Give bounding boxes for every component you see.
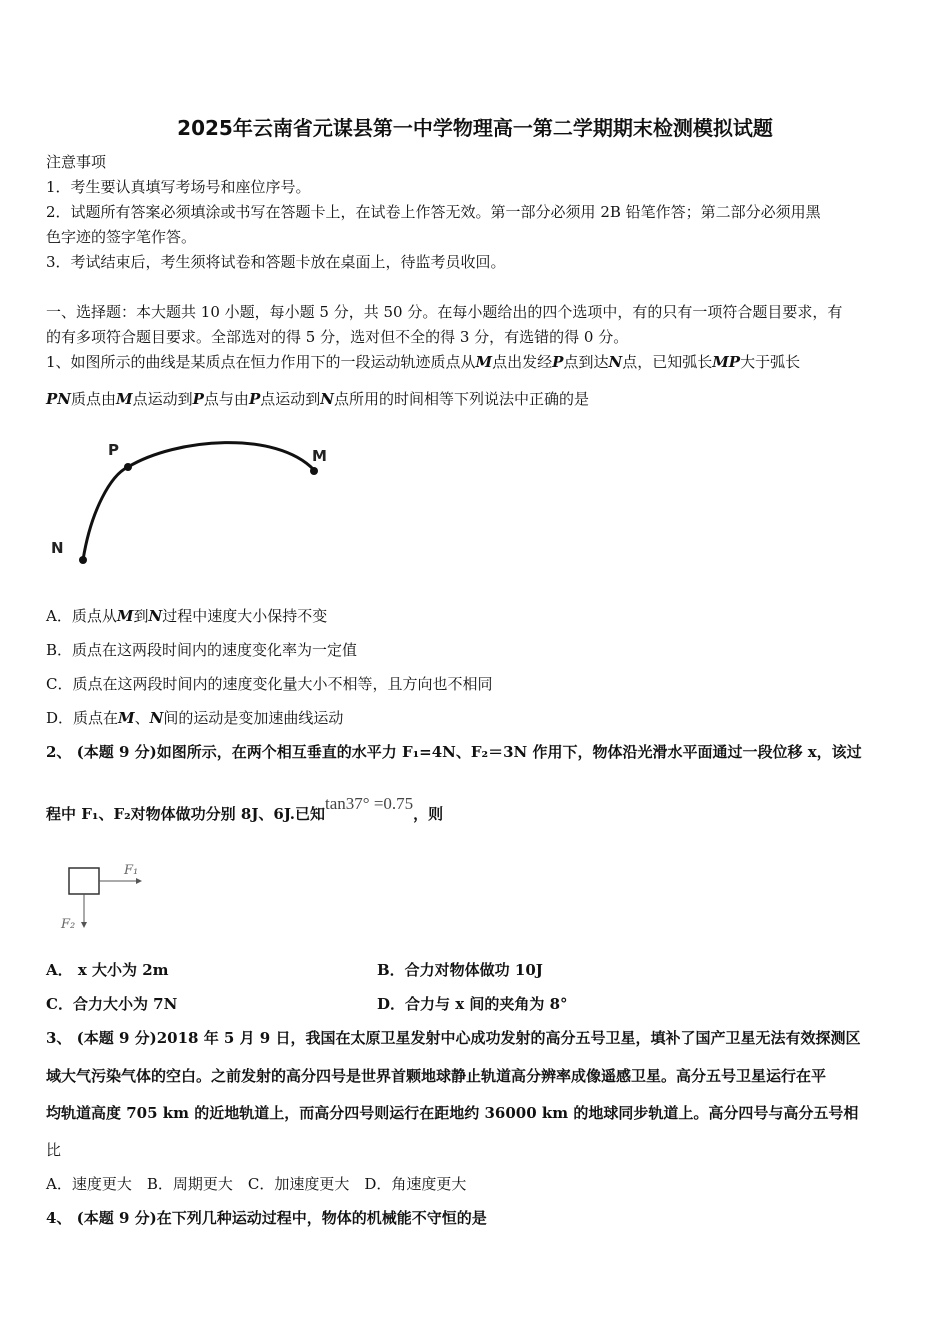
q1-text: 点所用的时间相等下列说法中正确的是 [333, 390, 589, 408]
option-text: 、 [134, 709, 150, 727]
notice-heading: 注意事项 [46, 153, 107, 171]
q1-text: 1、如图所示的曲线是某质点在恒力作用下的一段运动轨迹质点从 [46, 353, 476, 371]
q1-option-c: C．质点在这两段时间内的速度变化量大小不相等，且方向也不相同 [46, 675, 493, 693]
q1-trajectory-figure [46, 420, 346, 570]
q1-text: 点与由 [203, 390, 249, 408]
option-text: D．质点在 [46, 709, 119, 727]
q1-option-d [46, 708, 906, 728]
q1-text: 点出发经 [492, 353, 553, 371]
q1-text: 大于弧长 [740, 353, 801, 371]
var-P: P [552, 353, 564, 371]
section1-line1: 一、选择题：本大题共 10 小题，每小题 5 分，共 50 分。在每小题给出的四个选项中，有的只有一项符合题目要求，有 [46, 303, 843, 321]
f1-arrowhead [136, 878, 142, 884]
q3-stem-line3: 均轨道高度 705 km 的近地轨道上，而高分四号则运行在距地约 36000 km 的地球同步轨道上。高分四号与高分五号相 [46, 1104, 859, 1122]
q1-stem-line2 [46, 389, 906, 409]
q1-option-a [46, 606, 906, 626]
q2-option-b: B．合力对物体做功 10J [377, 961, 543, 979]
notice-item-3: 3．考试结束后，考生须将试卷和答题卡放在桌面上，待监考员收回。 [46, 253, 506, 271]
var-M: M [116, 607, 134, 625]
var-PN: PN [46, 390, 71, 408]
q3-options: A．速度更大 B．周期更大 C．加速度更大 D．角速度更大 [46, 1175, 467, 1193]
q2-option-d: D．合力与 x 间的夹角为 8° [377, 995, 568, 1013]
var-P: P [248, 390, 261, 408]
notice-item-2: 2．试题所有答案必须填涂或书写在答题卡上，在试卷上作答无效。第一部分必须用 2B 铅笔作答；第二部分必须用黑 [46, 203, 821, 221]
point-N [79, 556, 87, 564]
var-M: M [475, 353, 493, 371]
q1-text: 点到达 [563, 353, 609, 371]
q1-text: 质点由 [71, 390, 117, 408]
q2-stem-line1: 2、 (本题 9 分)如图所示，在两个相互垂直的水平力 F₁=4N、F₂＝3N 作用下，物体沿光滑水平面通过一段位移 x，该过 [46, 743, 862, 761]
tan-formula: tan37° =0.75 [325, 794, 414, 813]
var-M: M [118, 709, 135, 727]
q1-text: 点运动到 [260, 390, 321, 408]
q3-stem-line4: 比 [46, 1141, 62, 1159]
var-N: N [149, 709, 164, 727]
var-N: N [608, 353, 623, 371]
label-N: N [51, 539, 64, 557]
q2-option-c: C．合力大小为 7N [46, 995, 178, 1013]
q3-stem-line2: 域大气污染气体的空白。之前发射的高分四号是世界首颗地球静止轨道高分辨率成像遥感卫星。高分五号卫星运行在平 [46, 1067, 827, 1085]
label-f1: F₁ [124, 863, 139, 878]
option-text: 到 [133, 607, 149, 625]
var-N: N [320, 390, 334, 408]
f2-arrowhead [81, 922, 87, 928]
option-text: 间的运动是变加速曲线运动 [163, 709, 344, 727]
option-text: 过程中速度大小保持不变 [162, 607, 328, 625]
point-M [310, 467, 318, 475]
q2-text: ，则 [413, 805, 444, 823]
point-P [124, 463, 132, 471]
q3-stem-line1: 3、 (本题 9 分)2018 年 5 月 9 日，我国在太原卫星发射中心成功发射的高分五号卫星，填补了国产卫星无法有效探测区 [46, 1029, 861, 1047]
notice-item-1: 1．考生要认真填写考场号和座位序号。 [46, 178, 311, 196]
q2-force-figure [56, 852, 166, 937]
q2-text: 程中 F₁、F₂对物体做功分别 8J、6J.已知 [46, 805, 326, 823]
page-title: 2025年云南省元谋县第一中学物理高一第二学期期末检测模拟试题 [177, 116, 773, 140]
var-MP: MP [712, 353, 741, 371]
q4-stem-line1: 4、 (本题 9 分)在下列几种运动过程中，物体的机械能不守恒的是 [46, 1209, 487, 1227]
label-f2: F₂ [61, 917, 76, 932]
label-P: P [108, 441, 119, 459]
q1-text: 点运动到 [132, 390, 193, 408]
q1-text: 点，已知弧长 [622, 353, 713, 371]
label-M: M [312, 447, 327, 465]
block [69, 868, 99, 894]
q1-stem-line1 [46, 352, 906, 372]
q2-stem-line2 [46, 794, 906, 824]
section1-line2: 的有多项符合题目要求。全部选对的得 5 分，选对但不全的得 3 分，有选错的得 0 分。 [46, 328, 629, 346]
var-M: M [116, 390, 133, 408]
trajectory-curve [83, 443, 314, 560]
q1-option-b: B．质点在这两段时间内的速度变化率为一定值 [46, 641, 358, 659]
notice-item-2-cont: 色字迹的签字笔作答。 [46, 228, 197, 246]
q2-option-a: A． x 大小为 2m [46, 961, 169, 979]
var-N: N [148, 607, 163, 625]
option-text: A．质点从 [46, 607, 117, 625]
var-P: P [192, 390, 204, 408]
